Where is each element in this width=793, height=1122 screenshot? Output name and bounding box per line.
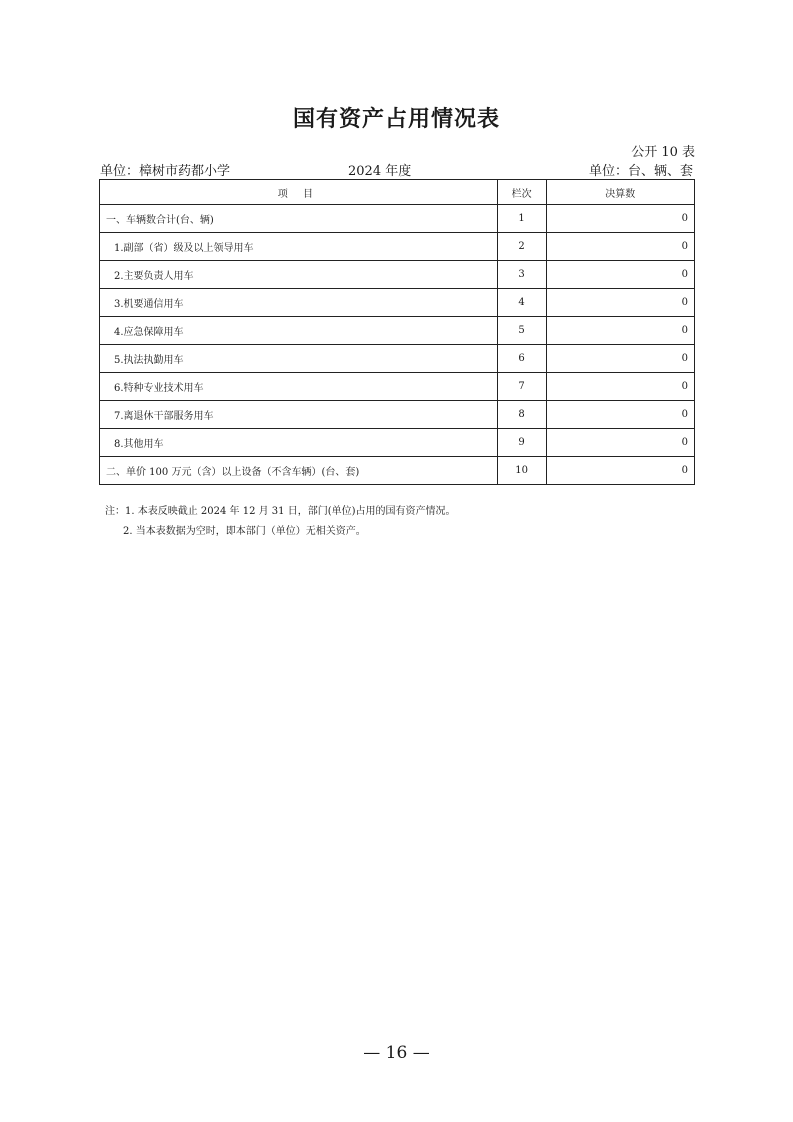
row-item: 4.应急保障用车 <box>100 317 498 345</box>
row-item: 3.机要通信用车 <box>100 289 498 317</box>
row-item: 6.特种专业技术用车 <box>100 373 498 401</box>
measure-unit: 单位：台、辆、套 <box>588 164 693 179</box>
page-number: — 16 — <box>363 1043 430 1063</box>
table-row <box>100 233 695 261</box>
row-value: 0 <box>546 205 695 233</box>
header-item: 项 目 <box>100 180 498 205</box>
row-no: 2 <box>497 233 546 261</box>
row-item: 7.离退休干部服务用车 <box>100 401 498 429</box>
table-row <box>100 289 695 317</box>
asset-table <box>99 179 695 485</box>
page-title: 国有资产占用情况表 <box>292 106 500 132</box>
row-no: 3 <box>497 261 546 289</box>
row-no: 4 <box>497 289 546 317</box>
row-value: 0 <box>546 261 695 289</box>
note-line-2: 2. 当本表数据为空时，即本部门（单位）无相关资产。 <box>123 526 366 537</box>
row-value: 0 <box>546 429 695 457</box>
table-number: 公开 10 表 <box>631 145 695 160</box>
table-row <box>100 429 695 457</box>
row-item: 一、车辆数合计(台、辆) <box>100 205 498 233</box>
row-value: 0 <box>546 317 695 345</box>
row-value: 0 <box>546 401 695 429</box>
table-row <box>100 401 695 429</box>
row-no: 5 <box>497 317 546 345</box>
row-item: 二、单价 100 万元（含）以上设备（不含车辆）(台、套) <box>100 457 498 485</box>
row-item: 8.其他用车 <box>100 429 498 457</box>
table-row <box>100 317 695 345</box>
row-no: 6 <box>497 345 546 373</box>
row-value: 0 <box>546 345 695 373</box>
table-row <box>100 205 695 233</box>
table-header-row <box>100 180 695 205</box>
row-no: 9 <box>497 429 546 457</box>
row-value: 0 <box>546 373 695 401</box>
row-no: 7 <box>497 373 546 401</box>
fiscal-year: 2024 年度 <box>348 164 412 179</box>
row-item: 1.副部（省）级及以上领导用车 <box>100 233 498 261</box>
row-no: 8 <box>497 401 546 429</box>
table-row <box>100 261 695 289</box>
row-item: 5.执法执勤用车 <box>100 345 498 373</box>
header-amount: 决算数 <box>546 180 695 205</box>
header-row-no: 栏次 <box>497 180 546 205</box>
row-no: 1 <box>497 205 546 233</box>
row-no: 10 <box>497 457 546 485</box>
table-row <box>100 345 695 373</box>
row-item: 2.主要负责人用车 <box>100 261 498 289</box>
row-value: 0 <box>546 457 695 485</box>
meta-row <box>100 160 693 178</box>
row-value: 0 <box>546 289 695 317</box>
reporting-unit: 单位：樟树市药都小学 <box>100 164 231 179</box>
row-value: 0 <box>546 233 695 261</box>
note-line-1: 注：1. 本表反映截止 2024 年 12 月 31 日，部门(单位)占用的国有资产情况。 <box>105 506 456 517</box>
notes <box>105 502 456 542</box>
table-row <box>100 457 695 485</box>
table-row <box>100 373 695 401</box>
